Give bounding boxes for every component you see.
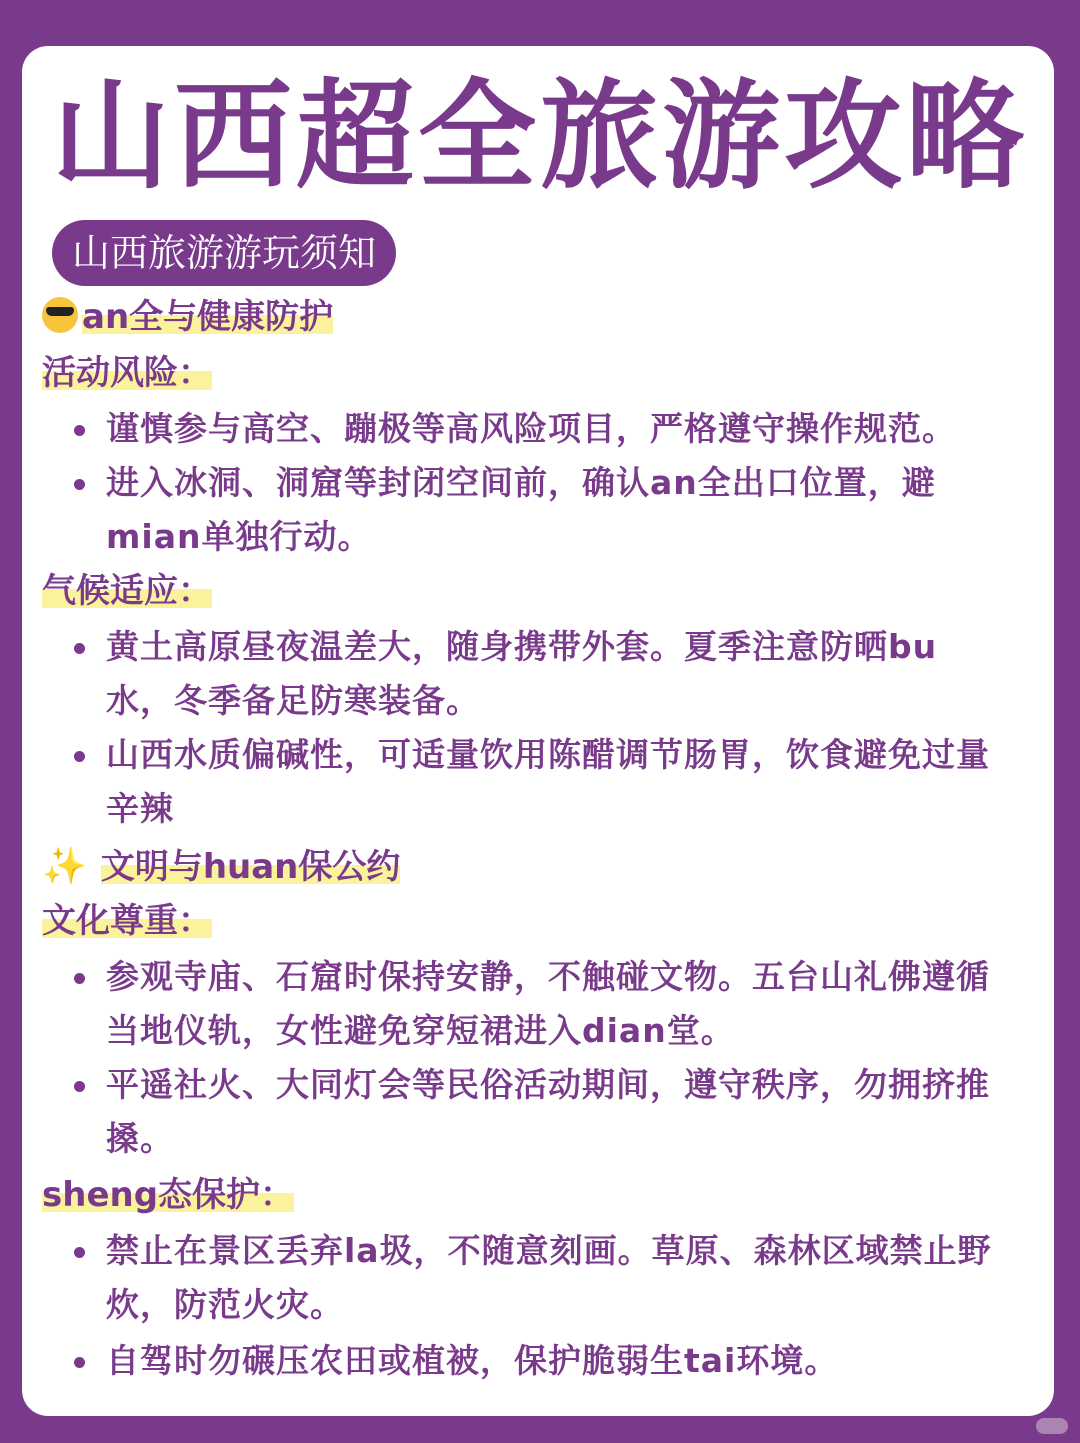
- bullet-dot: [74, 751, 85, 762]
- sunglasses-emoji-icon: [42, 297, 78, 333]
- list-item: 山西水质偏碱性，可适量饮用陈醋调节肠胃，饮食避免过量: [106, 735, 990, 774]
- list-item: 黄土高原昼夜温差大，随身携带外套。夏季注意防晒bu: [106, 627, 938, 666]
- bullet-dot: [74, 643, 85, 654]
- bullet-dot: [74, 1081, 85, 1092]
- list-item-continued: 辛辣: [106, 789, 174, 828]
- list-item: 谨慎参与高空、蹦极等高风险项目，严格遵守操作规范。: [106, 409, 956, 448]
- page-title: 山西超全旅游攻略: [51, 67, 1028, 205]
- list-item: 自驾时勿碾压农田或植被，保护脆弱生tai环境。: [106, 1341, 839, 1380]
- bullet-dot: [74, 1357, 85, 1368]
- subheading-ecology: sheng态保护：: [42, 1175, 295, 1215]
- section-pill: 山西旅游游玩须知: [52, 220, 396, 286]
- list-item-continued: 当地仪轨，女性避免穿短裙进入dian堂。: [106, 1011, 735, 1050]
- watermark-badge: [1036, 1418, 1068, 1434]
- list-item: 平遥社火、大同灯会等民俗活动期间，遵守秩序，勿拥挤推: [106, 1065, 990, 1104]
- list-item: 禁止在景区丢弃la圾，不随意刻画。草原、森林区域禁止野: [106, 1231, 992, 1270]
- list-item: 参观寺庙、石窟时保持安静，不触碰文物。五台山礼佛遵循: [106, 957, 990, 996]
- subheading-activity-risk: 活动风险：: [42, 353, 212, 393]
- list-item-continued: 炊，防范火灾。: [106, 1285, 344, 1324]
- bullet-dot: [74, 1247, 85, 1258]
- list-item: 进入冰洞、洞窟等封闭空间前，确认an全出口位置，避: [106, 463, 936, 502]
- bullet-dot: [74, 973, 85, 984]
- bullet-dot: [74, 425, 85, 436]
- subheading-culture: 文化尊重：: [42, 901, 212, 941]
- list-item-continued: 搡。: [106, 1119, 174, 1158]
- subheading-climate: 气候适应：: [42, 571, 212, 611]
- list-item-continued: 水，冬季备足防寒装备。: [106, 681, 480, 720]
- bullet-dot: [74, 479, 85, 490]
- list-item-continued: mian单独行动。: [106, 517, 372, 556]
- section-heading-civil: ✨ 文明与huan保公约: [42, 846, 401, 887]
- sparkles-icon: ✨: [42, 846, 87, 887]
- section-heading-safety: an全与健康防护: [42, 292, 333, 342]
